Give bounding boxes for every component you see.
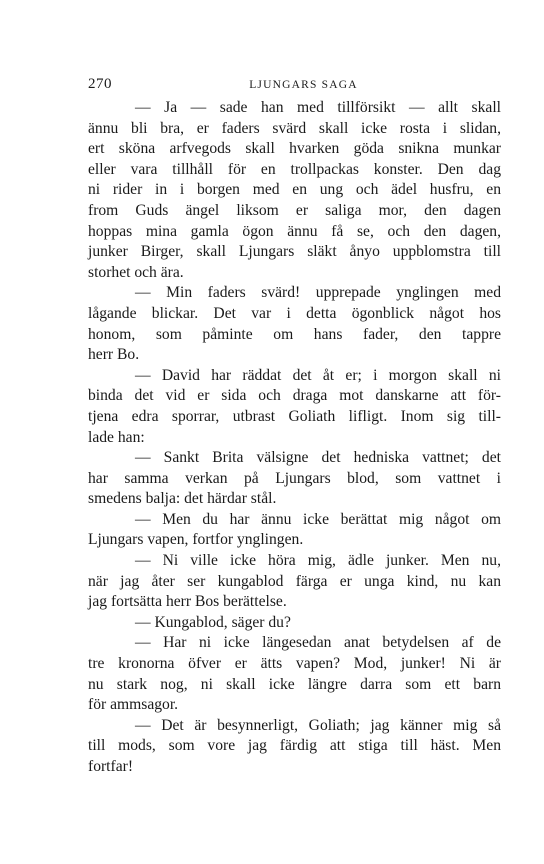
text-line: — Har ni icke längesedan anat betydelsen af de xyxy=(135,634,501,652)
text-line: — Ni ville icke höra mig, ädle junker. Men nu, xyxy=(135,552,501,570)
text-line: — Men du har ännu icke berättat mig något om xyxy=(135,510,501,528)
text-line: storhet och ära. xyxy=(88,263,184,281)
text-line: lade han: xyxy=(88,428,145,446)
text-line: — Ja — sade han med tillförsikt — allt skall xyxy=(135,99,501,116)
text-line: för ammsagor. xyxy=(88,696,179,714)
text-line: — Min faders svärd! upprepade ynglingen med xyxy=(135,284,501,302)
text-line: — Kungablod, säger du? xyxy=(135,613,291,631)
text-line: ert sköna arfvegods skall hvarken göda snikna munkar xyxy=(88,140,501,158)
text-line: tjena edra sporrar, utbrast Goliath lifligt. Inom sig till- xyxy=(88,407,501,425)
text-line: ännu bli bra, er faders svärd skall icke rosta i slidan, xyxy=(88,119,501,137)
body-text xyxy=(88,98,501,778)
text-line: ni rider in i borgen med en ung och ädel husfru, en xyxy=(88,181,501,199)
text-line: herr Bo. xyxy=(88,346,140,364)
text-line: honom, som påminte om hans fader, den tappre xyxy=(88,325,501,343)
text-line: — David har räddat det åt er; i morgon skall ni xyxy=(135,366,501,384)
text-line: jag fortsätta herr Bos berättelse. xyxy=(88,593,287,611)
text-line: tre kronorna öfver er ätts vapen? Mod, junker! Ni är xyxy=(88,655,501,673)
text-line: from Guds ängel liksom er saliga mor, den dagen xyxy=(88,201,501,219)
running-head xyxy=(88,72,501,98)
text-line: eller vara tillhåll för en trollpackas konster. Den dag xyxy=(88,160,501,178)
text-line: hoppas mina gamla ögon ännu få se, och den dagen, xyxy=(88,222,501,240)
page-number: 270 xyxy=(88,76,112,92)
text-line: — Det är besynnerligt, Goliath; jag känner mig så xyxy=(135,716,501,734)
text-line: smedens balja: det härdar stål. xyxy=(88,490,277,508)
text-line: — Sankt Brita välsigne det hedniska vattnet; det xyxy=(135,449,501,467)
text-line: när jag åter ser kungablod färga er unga kind, nu kan xyxy=(88,572,501,590)
text-line: har samma verkan på Ljungars blod, som vattnet i xyxy=(88,469,501,487)
text-line: junker Birger, skall Ljungars släkt ånyo uppblomstra till xyxy=(88,243,501,261)
text-line: nu stark nog, ni skall icke längre darra som ett barn xyxy=(88,675,501,693)
text-line: binda det vid er sida och draga mot danskarne att för- xyxy=(88,387,501,405)
text-line: lågande blickar. Det var i detta ögonblick något hos xyxy=(88,304,501,322)
text-line: fortfar! xyxy=(88,758,134,775)
text-line: till mods, som vore jag färdig att stiga till häst. Men xyxy=(88,737,501,755)
running-title: LJUNGARS SAGA xyxy=(249,79,358,91)
book-page xyxy=(88,72,501,778)
text-line: Ljungars vapen, fortfor ynglingen. xyxy=(88,531,304,549)
